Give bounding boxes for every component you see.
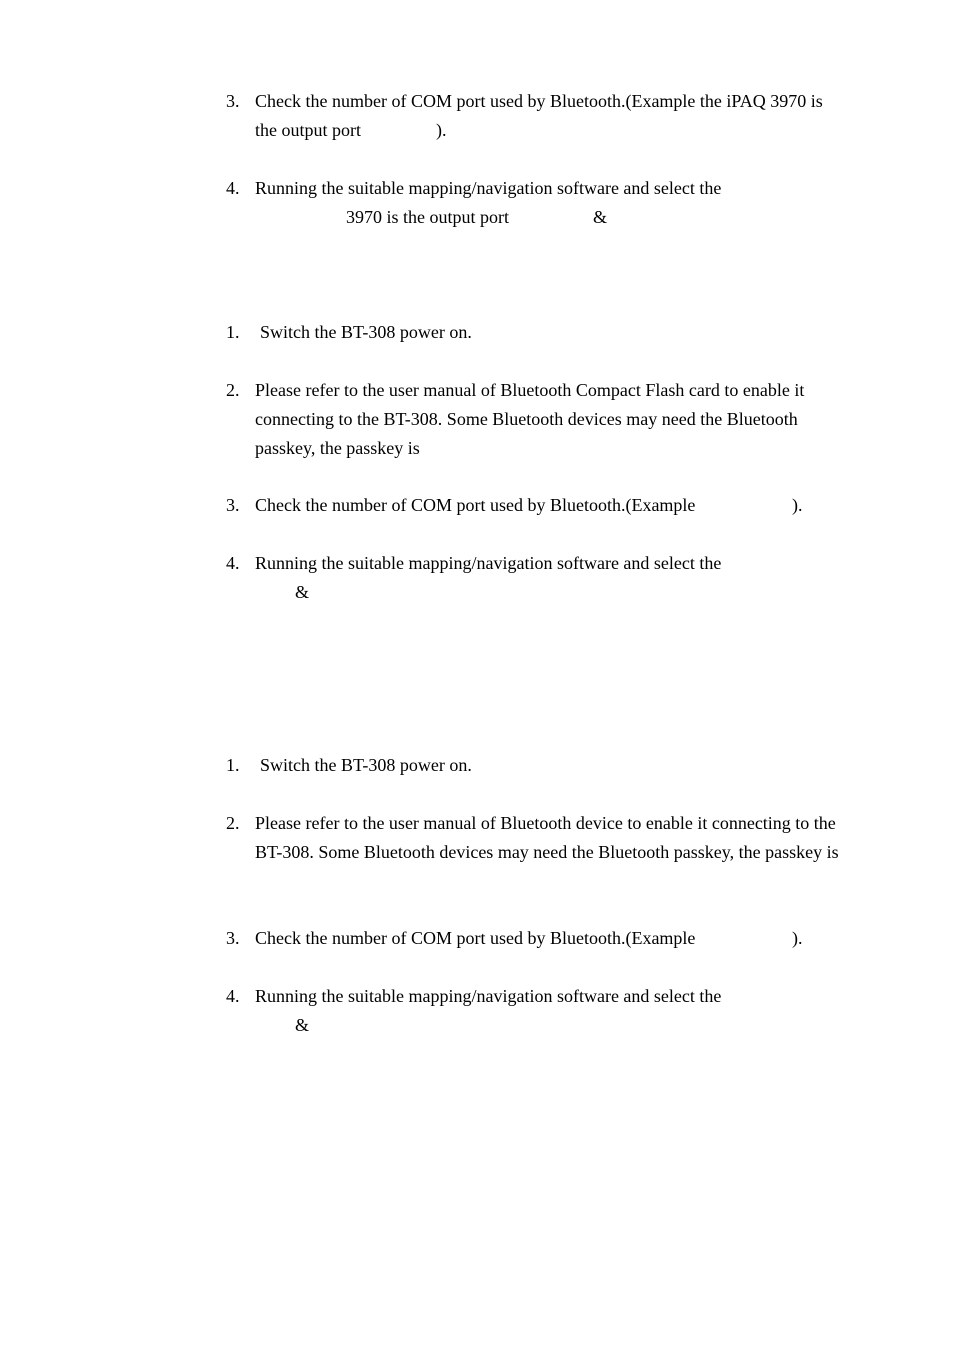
step-text: Check the number of COM port used by Bluetooth.(Example [255,495,696,515]
step-text: passkey, the passkey is [255,438,420,458]
step-text: Please refer to the user manual of Bluetooth device to enable it connecting to the [255,813,836,833]
step-text: ). [792,928,803,948]
step-text: Running the suitable mapping/navigation software and select the [255,553,722,573]
step-text: ). [436,120,447,140]
step-number: 4. [226,553,240,573]
step-text: the output port [255,120,361,140]
step-text: Check the number of COM port used by Bluetooth.(Example [255,928,696,948]
step-text: & [593,207,608,227]
step-text: ). [792,495,803,515]
step-text: Running the suitable mapping/navigation software and select the [255,986,722,1006]
step-number: 3. [226,495,240,515]
step-number: 3. [226,928,240,948]
step-number: 2. [226,380,240,400]
step-text: Check the number of COM port used by Bluetooth.(Example the iPAQ 3970 is [255,91,823,111]
step-text: connecting to the BT-308. Some Bluetooth devices may need the Bluetooth [255,409,798,429]
step-text: Switch the BT-308 power on. [260,755,472,775]
step-number: 1. [226,322,240,342]
step-text: 3970 is the output port [346,207,509,227]
step-number: 4. [226,178,240,198]
step-number: 2. [226,813,240,833]
step-text: Switch the BT-308 power on. [260,322,472,342]
step-number: 3. [226,91,240,111]
step-text: Running the suitable mapping/navigation software and select the [255,178,722,198]
step-text: & [295,582,310,602]
step-number: 4. [226,986,240,1006]
step-text: & [295,1015,310,1035]
step-number: 1. [226,755,240,775]
step-text: BT-308. Some Bluetooth devices may need the Bluetooth passkey, the passkey is [255,842,839,862]
step-text: Please refer to the user manual of Bluetooth Compact Flash card to enable it [255,380,805,400]
